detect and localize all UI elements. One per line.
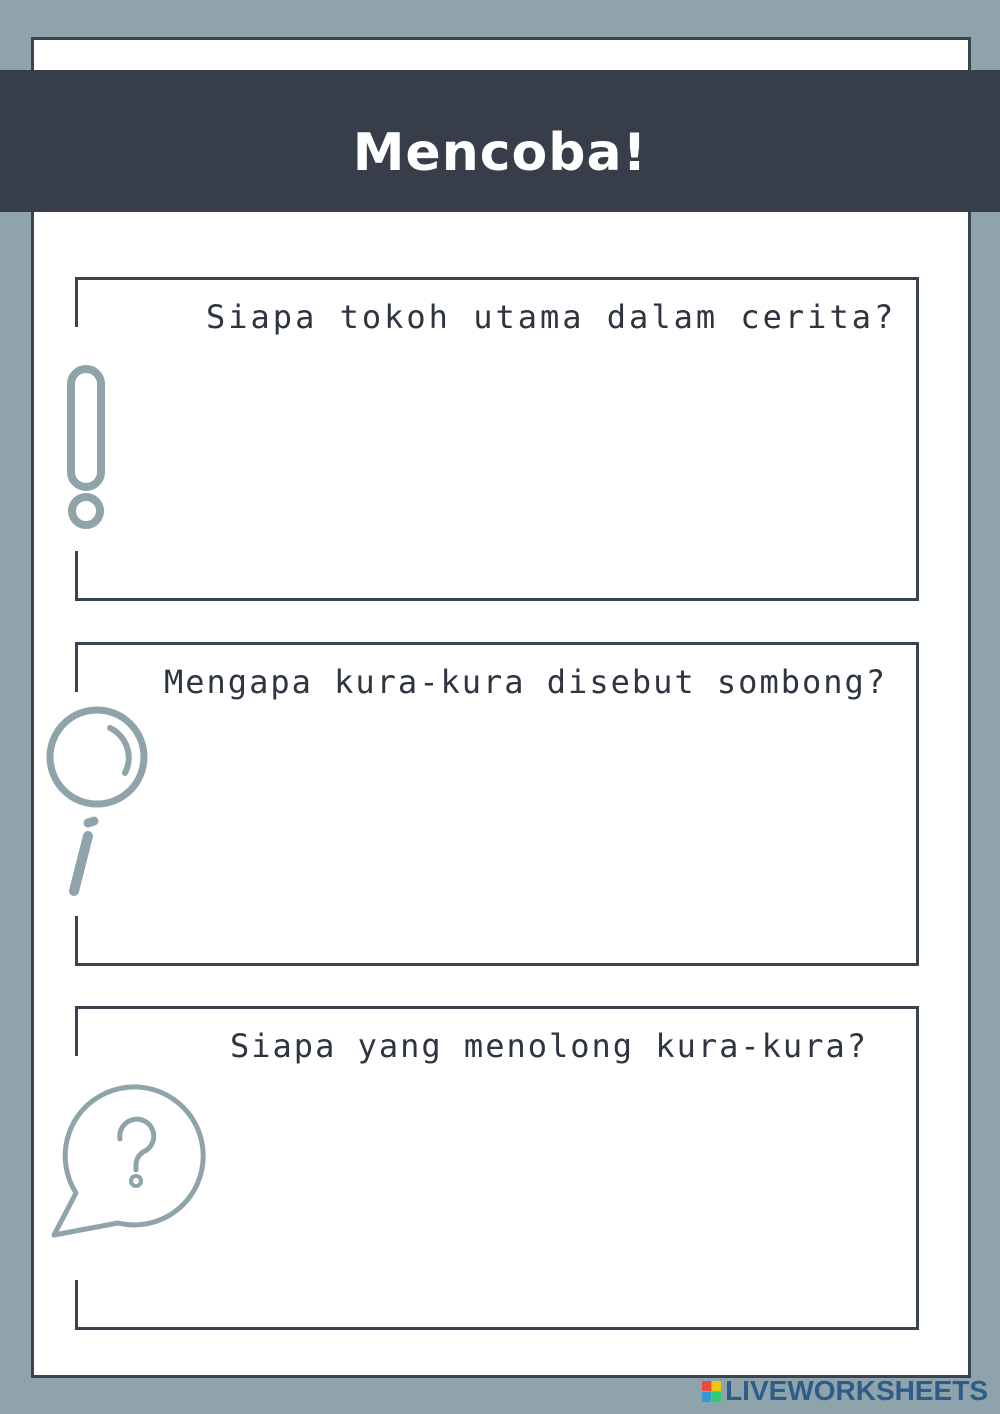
- liveworksheets-logo-icon: [702, 1381, 721, 1402]
- answer-box-2[interactable]: [78, 642, 919, 966]
- question-bubble-icon: [48, 1080, 213, 1245]
- brand-name: LIVEWORKSHEETS: [725, 1375, 988, 1406]
- page-title: Mencoba!: [352, 123, 648, 183]
- answer-box-1[interactable]: [78, 277, 919, 601]
- exclamation-icon: [60, 360, 114, 535]
- liveworksheets-logo[interactable]: [702, 1376, 988, 1406]
- question-1-text: Siapa tokoh utama dalam cerita?: [206, 298, 897, 336]
- magnifier-icon: [40, 700, 160, 905]
- question-2-text: Mengapa kura-kura disebut sombong?: [164, 663, 888, 701]
- question-3-text: Siapa yang menolong kura-kura?: [230, 1027, 868, 1065]
